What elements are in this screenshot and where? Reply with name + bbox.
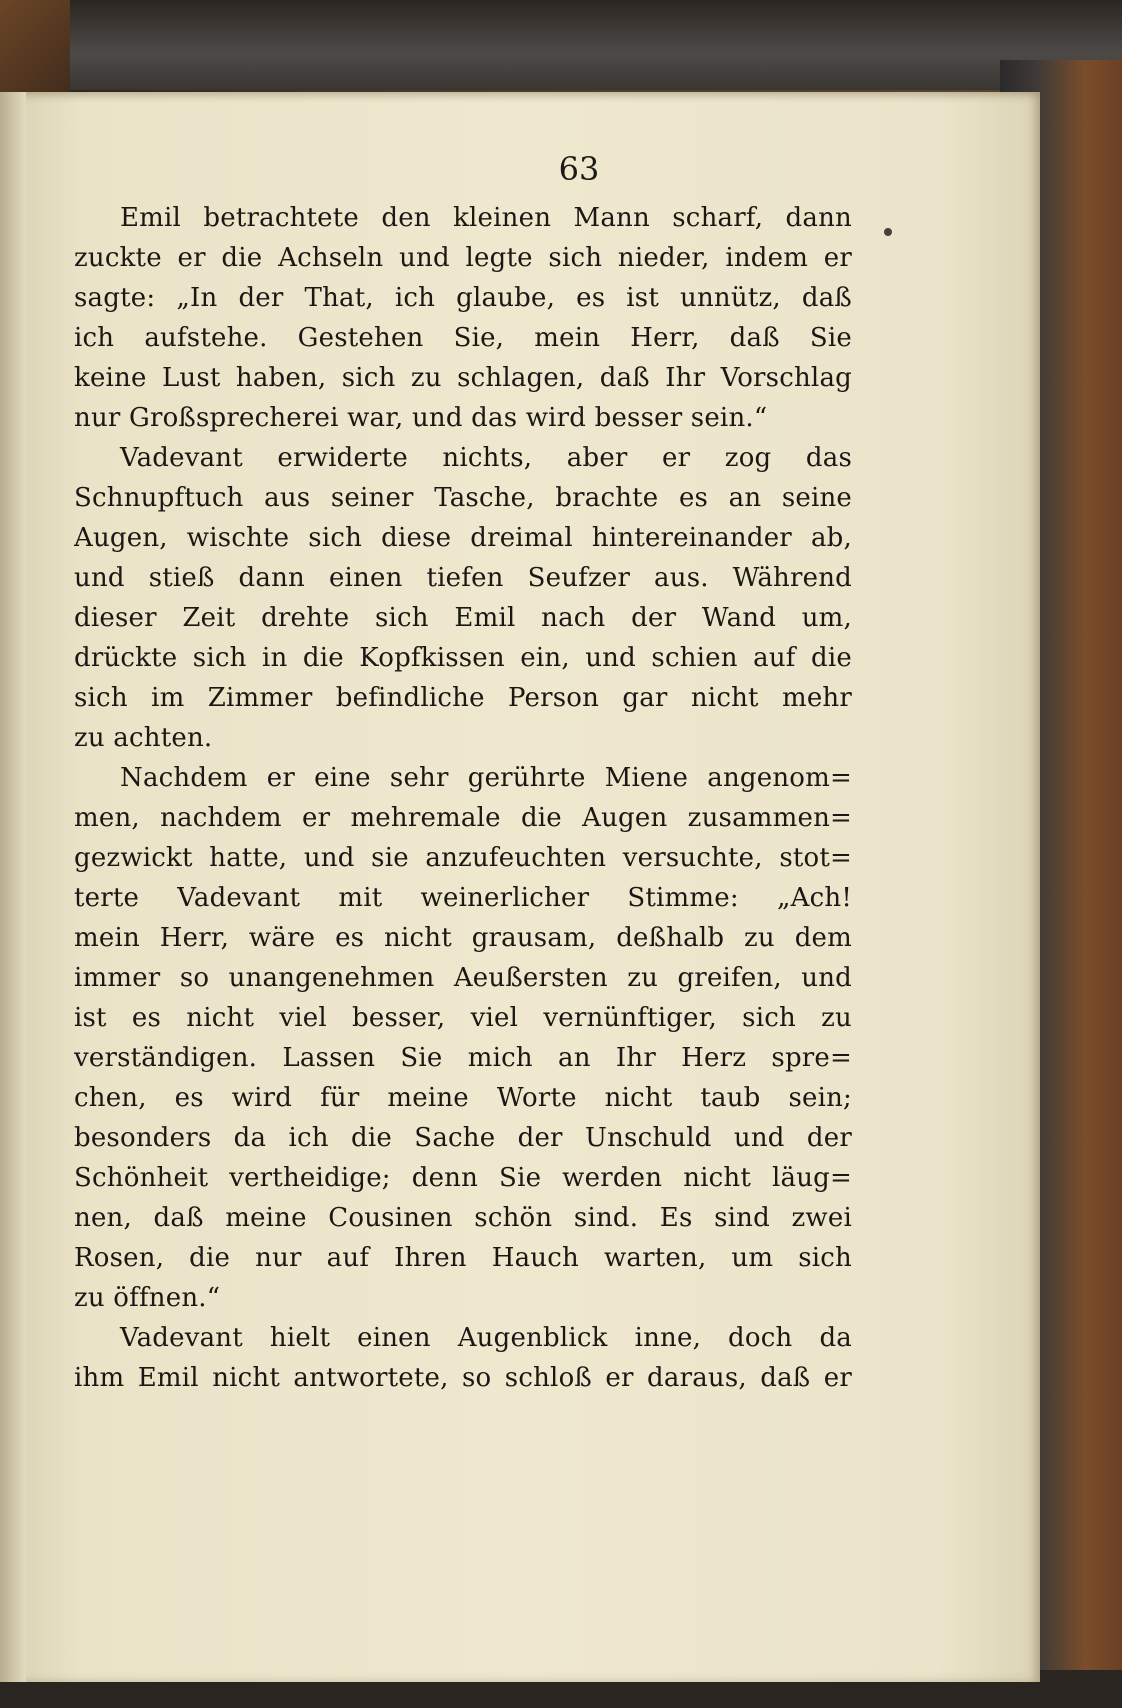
paragraph-4 — [74, 1318, 852, 1398]
text-line: chen, es wird für meine Worte nicht taub sein; — [74, 1083, 852, 1113]
text-line: terte Vadevant mit weinerlicher Stimme: „Ach! — [74, 883, 852, 913]
text-line: keine Lust haben, sich zu schlagen, daß Ihr Vorschlag — [74, 363, 852, 393]
text-line: besonders da ich die Sache der Unschuld und der — [74, 1123, 852, 1153]
paragraph-3 — [74, 758, 852, 1318]
page-number: 63 — [558, 150, 600, 188]
text-line: sich im Zimmer befindliche Person gar nicht mehr — [74, 683, 852, 713]
text-line: immer so unangenehmen Aeußersten zu greifen, und — [74, 963, 852, 993]
text-line: Rosen, die nur auf Ihren Hauch warten, um sich — [74, 1243, 852, 1273]
paragraph-2 — [74, 438, 852, 758]
text-line: gezwickt hatte, und sie anzufeuchten versuchte, stot= — [74, 843, 852, 873]
text-line: verständigen. Lassen Sie mich an Ihr Herz spre= — [74, 1043, 852, 1073]
text-line: mein Herr, wäre es nicht grausam, deßhalb zu dem — [74, 923, 852, 953]
ink-speck — [884, 228, 892, 236]
text-line: drückte sich in die Kopfkissen ein, und schien auf die — [74, 643, 852, 673]
text-line: dieser Zeit drehte sich Emil nach der Wand um, — [74, 603, 852, 633]
text-line: Emil betrachtete den kleinen Mann scharf, dann — [120, 203, 852, 233]
text-line: ist es nicht viel besser, viel vernünftiger, sich zu — [74, 1003, 852, 1033]
text-line: zuckte er die Achseln und legte sich nieder, indem er — [74, 243, 852, 273]
text-line: zu achten. — [74, 723, 213, 753]
text-line: Vadevant hielt einen Augenblick inne, doch da — [120, 1323, 852, 1353]
text-line: Augen, wischte sich diese dreimal hintereinander ab, — [74, 523, 852, 553]
text-line: ich aufstehe. Gestehen Sie, mein Herr, daß Sie — [74, 323, 852, 353]
book-cover-top — [0, 0, 1122, 90]
text-line: ihm Emil nicht antwortete, so schloß er daraus, daß er — [74, 1363, 852, 1393]
text-line: Nachdem er eine sehr gerührte Miene angenom= — [120, 763, 852, 793]
text-line: nur Großsprecherei war, und das wird besser sein.“ — [74, 403, 768, 433]
text-line: men, nachdem er mehremale die Augen zusammen= — [74, 803, 852, 833]
text-line: nen, daß meine Cousinen schön sind. Es sind zwei — [74, 1203, 852, 1233]
text-line: Schnupftuch aus seiner Tasche, brachte es an seine — [74, 483, 852, 513]
text-line: zu öffnen.“ — [74, 1283, 221, 1313]
page-gutter — [0, 92, 26, 1682]
paragraph-1 — [74, 198, 852, 438]
text-line: sagte: „In der That, ich glaube, es ist unnütz, daß — [74, 283, 852, 313]
body-text — [74, 198, 852, 1398]
text-line: und stieß dann einen tiefen Seufzer aus. Während — [74, 563, 852, 593]
text-line: Vadevant erwiderte nichts, aber er zog das — [120, 443, 852, 473]
text-line: Schönheit vertheidige; denn Sie werden nicht läug= — [74, 1163, 852, 1193]
